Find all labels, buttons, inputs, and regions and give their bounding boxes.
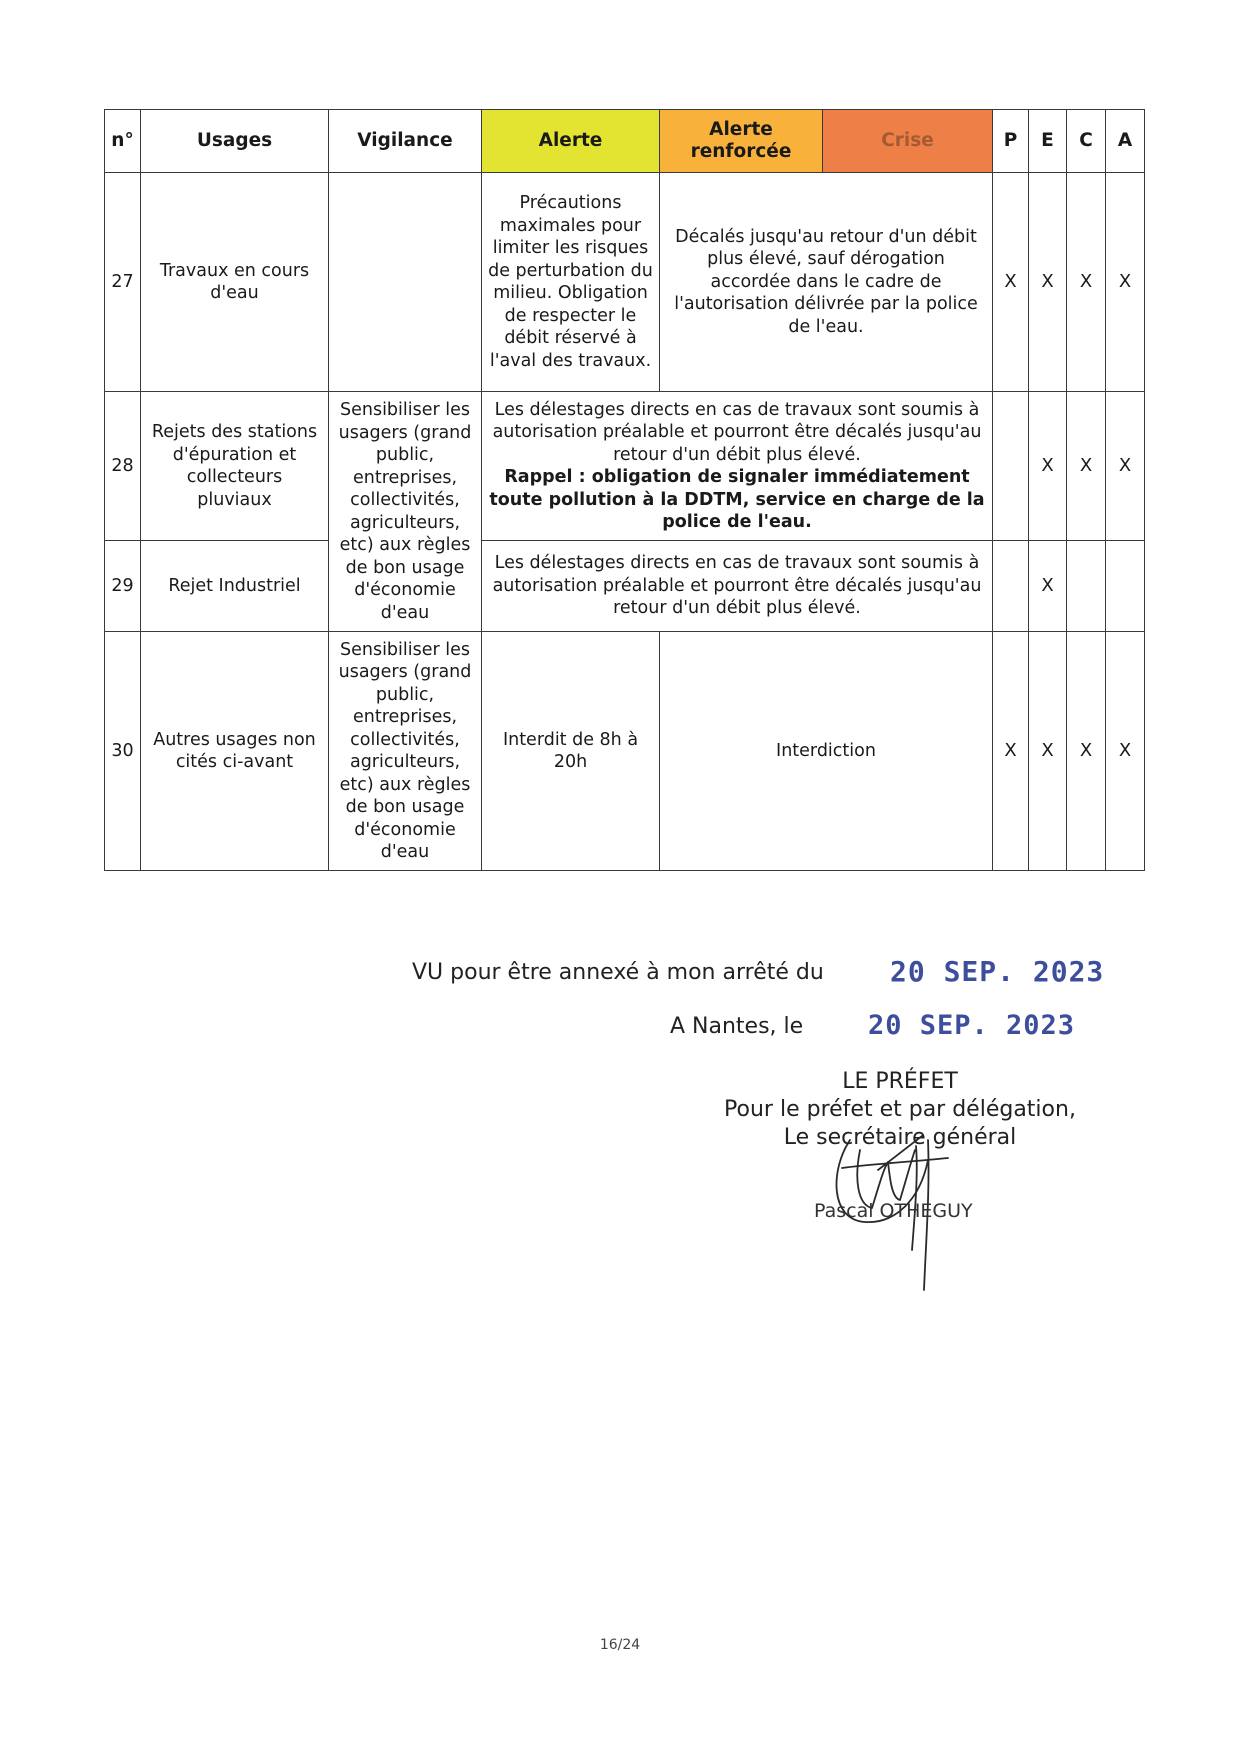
row-vigilance [329,173,482,392]
header-crise: Crise [823,110,993,173]
prefet-title: LE PRÉFET [842,1069,958,1094]
signatory-name: Pascal OTHEGUY [814,1200,973,1222]
mark-e: X [1029,173,1067,392]
header-alerte: Alerte [482,110,660,173]
mark-c: X [1067,173,1106,392]
mark-a: X [1106,392,1145,541]
row-renforcee-crise: Décalés jusqu'au retour d'un débit plus élevé, sauf dérogation accordée dans le cadre de l'autorisation délivrée par la police de l'eau. [660,173,993,392]
page-number: 16/24 [599,1637,641,1653]
mark-a: X [1106,173,1145,392]
handwritten-signature [820,1110,970,1300]
measure-reminder: Rappel : obligation de signaler immédiatement toute pollution à la DDTM, service en charge de la police de l'eau. [489,467,985,532]
mark-c: X [1067,632,1106,871]
role-line: Le secrétaire général [783,1125,1017,1150]
mark-a [1106,541,1145,632]
table-row [105,632,1145,871]
mark-p [993,392,1029,541]
date-stamp: 20 SEP. 2023 [890,955,1105,988]
measure-text: Les délestages directs en cas de travaux sont soumis à autorisation préalable et pourront être décalés jusqu'au retour d'un débit plus élevé. [492,399,982,465]
row-number: 27 [105,173,141,392]
prefet-lines [700,1068,1100,1152]
mark-e: X [1029,632,1067,871]
row-alerte: Précautions maximales pour limiter les risques de perturbation du milieu. Obligation de respecter le débit réservé à l'aval des travaux. [482,173,660,392]
vu-annex-text: VU pour être annexé à mon arrêté du [412,960,824,985]
table-header-row [105,110,1145,173]
row-number: 28 [105,392,141,541]
mark-p: X [993,173,1029,392]
place-text: A Nantes, le [670,1014,804,1039]
row-usage: Rejets des stations d'épuration et collecteurs pluviaux [141,392,329,541]
row-renforcee-crise: Interdiction [660,632,993,871]
header-num: n° [105,110,141,173]
row-measure [482,392,993,541]
measures-table [104,109,1145,871]
row-usage: Rejet Industriel [141,541,329,632]
delegation-line: Pour le préfet et par délégation, [724,1097,1076,1122]
header-alerte-renforcee: Alerte renforcée [660,110,823,173]
header-c: C [1067,110,1106,173]
row-vigilance: Sensibiliser les usagers (grand public, entreprises, collectivités, agriculteurs, etc) aux règles de bon usage d'économie d'eau [329,392,482,632]
row-vigilance: Sensibiliser les usagers (grand public, entreprises, collectivités, agriculteurs, etc) aux règles de bon usage d'économie d'eau [329,632,482,871]
table-row [105,173,1145,392]
mark-c: X [1067,392,1106,541]
row-number: 30 [105,632,141,871]
header-usages: Usages [141,110,329,173]
place-date-stamp: 20 SEP. 2023 [868,1010,1076,1041]
row-usage: Autres usages non cités ci-avant [141,632,329,871]
header-a: A [1106,110,1145,173]
table-row [105,541,1145,632]
row-usage: Travaux en cours d'eau [141,173,329,392]
mark-e: X [1029,392,1067,541]
header-p: P [993,110,1029,173]
mark-a: X [1106,632,1145,871]
mark-p [993,541,1029,632]
mark-e: X [1029,541,1067,632]
mark-c [1067,541,1106,632]
table-row [105,392,1145,541]
row-measure: Les délestages directs en cas de travaux sont soumis à autorisation préalable et pourront être décalés jusqu'au retour d'un débit plus élevé. [482,541,993,632]
row-alerte: Interdit de 8h à 20h [482,632,660,871]
row-number: 29 [105,541,141,632]
header-vigilance: Vigilance [329,110,482,173]
header-e: E [1029,110,1067,173]
mark-p: X [993,632,1029,871]
